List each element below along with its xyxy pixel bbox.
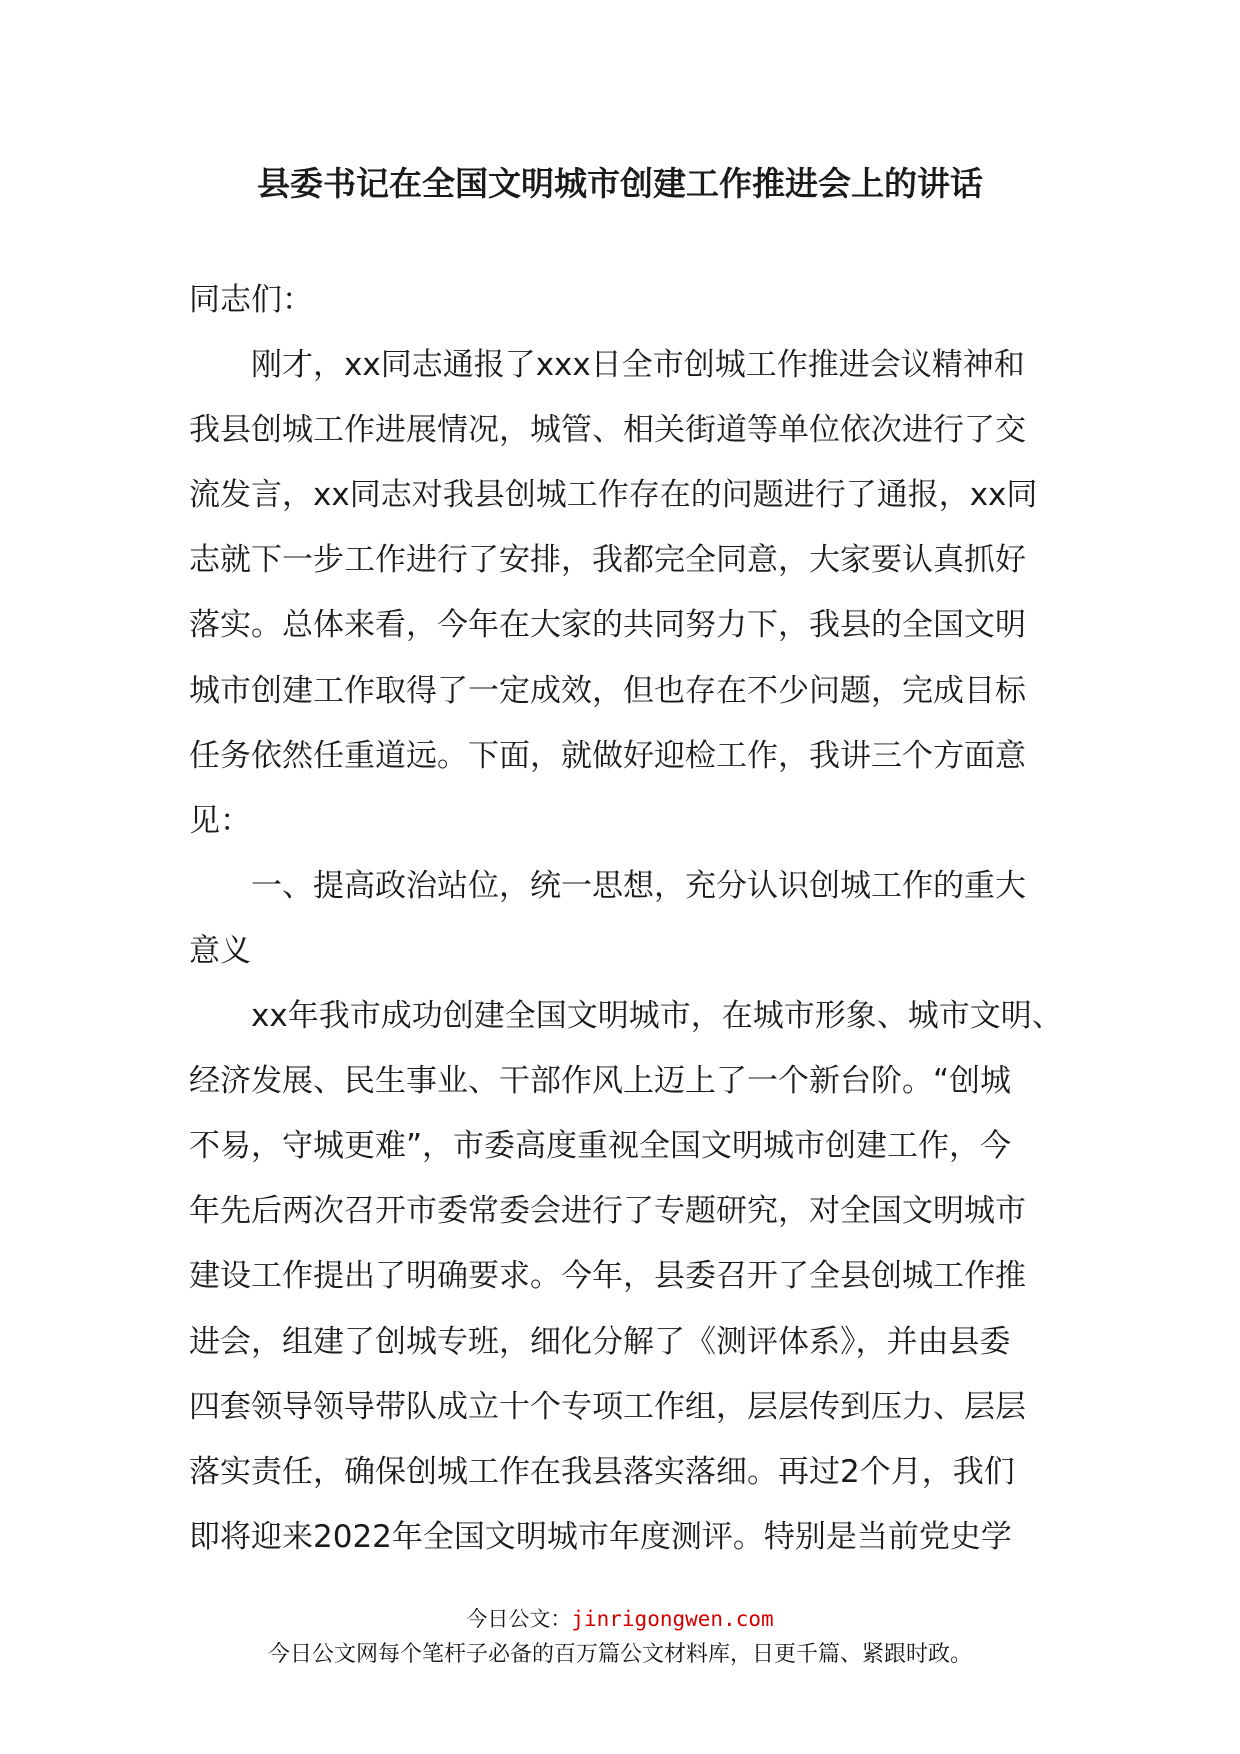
body-line: 同志们： — [189, 282, 313, 318]
body-line: 任务依然任重道远。下面，就做好迎检工作，我讲三个方面意 — [189, 737, 1026, 774]
body-line: 流发言，xx同志对我县创城工作存在的问题进行了通报，xx同 — [189, 477, 1038, 514]
document-body — [189, 268, 1069, 1570]
body-line: 刚才，xx同志通报了xxx日全市创城工作推进会议精神和 — [189, 347, 1025, 384]
body-line: 落实。总体来看，今年在大家的共同努力下，我县的全国文明 — [189, 607, 1026, 644]
body-line: 志就下一步工作进行了安排，我都完全同意，大家要认真抓好 — [189, 542, 1026, 579]
body-line: 年先后两次召开市委常委会进行了专题研究，对全国文明城市 — [189, 1193, 1026, 1230]
footer-site-label: 今日公文： — [466, 1607, 572, 1631]
footer-site-link[interactable]: jinrigongwen.com — [571, 1607, 774, 1631]
body-line: xx年我市成功创建全国文明城市，在城市形象、城市文明、 — [189, 998, 1063, 1035]
body-line: 见： — [189, 802, 251, 839]
body-line: 即将迎来2022年全国文明城市年度测评。特别是当前党史学 — [189, 1518, 1012, 1555]
body-line: 四套领导领导带队成立十个专项工作组，层层传到压力、层层 — [189, 1388, 1026, 1425]
body-line: 我县创城工作进展情况，城管、相关街道等单位依次进行了交 — [189, 412, 1026, 449]
section-heading-line: 意义 — [189, 932, 251, 969]
document-title: 县委书记在全国文明城市创建工作推进会上的讲话 — [257, 164, 983, 203]
body-line: 不易，守城更难”，市委高度重视全国文明城市创建工作，今 — [189, 1128, 1012, 1165]
body-line: 进会，组建了创城专班，细化分解了《测评体系》，并由县委 — [189, 1323, 1011, 1360]
body-line: 城市创建工作取得了一定成效，但也存在不少问题，完成目标 — [189, 672, 1026, 709]
section-heading-line: 一、提高政治站位，统一思想，充分认识创城工作的重大 — [189, 867, 1026, 904]
body-line: 落实责任，确保创城工作在我县落实落细。再过2个月，我们 — [189, 1453, 1015, 1490]
body-line: 经济发展、民生事业、干部作风上迈上了一个新台阶。“创城 — [189, 1063, 1012, 1100]
footer-slogan: 今日公文网每个笔杆子必备的百万篇公文材料库，日更千篇、紧跟时政。 — [267, 1642, 972, 1667]
body-line: 建设工作提出了明确要求。今年，县委召开了全县创城工作推 — [189, 1258, 1026, 1295]
footer-site — [0, 1604, 1240, 1634]
